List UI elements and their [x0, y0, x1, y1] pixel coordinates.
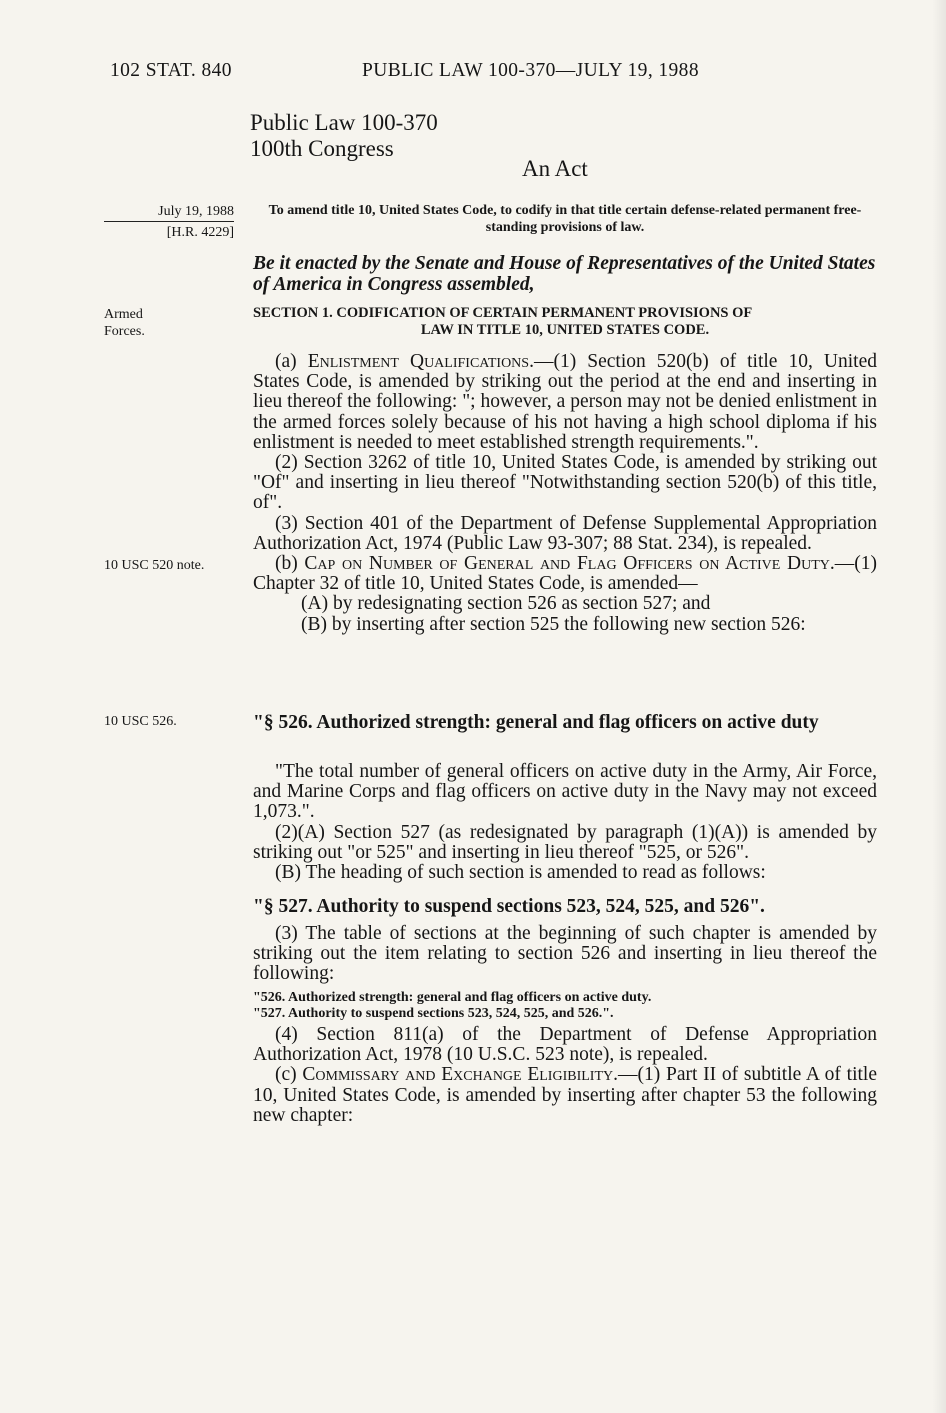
- margin-date: July 19, 1988: [104, 204, 234, 222]
- section-527-heading: "§ 527. Authority to suspend sections 523, 524, 525, and 526".: [253, 896, 765, 917]
- law-number: Public Law 100-370: [250, 110, 438, 135]
- section-526-body: [253, 762, 877, 883]
- section-526-heading: "§ 526. Authorized strength: general and flag officers on active duty: [253, 712, 819, 733]
- subsec-b-para-3: (3) The table of sections at the beginning of such chapter is amended by striking out the item relating to section 526 and inserting in lieu thereof the following:: [253, 923, 877, 985]
- subsec-b-para-2A: (2)(A) Section 527 (as redesignated by paragraph (1)(A)) is amended by striking out "or 525" and inserting in lieu thereof "525, or 526".: [253, 821, 877, 863]
- margin-bill-number: [H.R. 4229]: [166, 225, 234, 240]
- subsec-b-para-A: (A) by redesignating section 526 as section 527; and: [301, 593, 711, 615]
- margin-note-520: 10 USC 520 note.: [104, 558, 205, 573]
- page-edge-shadow: [932, 0, 946, 1413]
- closing-body: [253, 1025, 877, 1126]
- law-title-block: [250, 110, 438, 162]
- subsec-c-para-1: (c) Commissary and Exchange Eligibility.—(1) Part II of subtitle A of title 10, United States Code, is amended by inserting after chapter 53 the following new chapter:: [253, 1064, 877, 1126]
- act-label: An Act: [522, 156, 588, 181]
- section-1-heading: [253, 305, 877, 339]
- subsec-b-heading: Cap on Number of General and Flag Officers on Active Duty.: [304, 553, 835, 575]
- congress: 100th Congress: [250, 136, 394, 161]
- margin-armed-forces: Armed Forces.: [104, 307, 145, 339]
- purpose-statement: To amend title 10, United States Code, to codify in that title certain defense-related permanent free-standing provisions of law.: [268, 203, 862, 235]
- subsec-c-heading: Commissary and Exchange Eligibility.: [302, 1064, 618, 1086]
- table-amend-body: [253, 924, 877, 985]
- subsec-b-para-2B: (B) The heading of such section is amended to read as follows:: [275, 862, 766, 884]
- margin-note-526: 10 USC 526.: [104, 714, 177, 729]
- subsec-a-para-2: (2) Section 3262 of title 10, United States Code, is amended by striking out "Of" and inserting in lieu thereof "Notwithstanding section 520(b) of this title, of".: [253, 452, 877, 514]
- subsec-a-para-3: (3) Section 401 of the Department of Defense Supplemental Appropriation Authorization Act, 1974 (Public Law 93-307; 88 Stat. 234), is repealed.: [253, 512, 877, 554]
- section-526-text: "The total number of general officers on active duty in the Army, Air Force, and Marine Corps and flag officers on active duty in the Navy may not exceed 1,073.".: [253, 761, 877, 823]
- enacting-clause: Be it enacted by the Senate and House of Representatives of the United States of America in Congress assembled,: [253, 253, 876, 295]
- running-title: PUBLIC LAW 100-370—JULY 19, 1988: [362, 60, 699, 81]
- table-item-527: "527. Authority to suspend sections 523, 524, 525, and 526.".: [253, 1006, 614, 1021]
- section-heading-line1: SECTION 1. CODIFICATION OF CERTAIN PERMANENT PROVISIONS OF: [253, 305, 753, 321]
- table-of-sections: [253, 990, 877, 1022]
- page-reference: 102 STAT. 840: [110, 60, 232, 81]
- section-heading-line2: LAW IN TITLE 10, UNITED STATES CODE.: [420, 322, 710, 338]
- subsec-b-para-B: (B) by inserting after section 525 the following new section 526:: [301, 613, 806, 635]
- subsec-b-para-1: (b) Cap on Number of General and Flag Officers on Active Duty.—(1) Chapter 32 of title 10, United States Code, is amended—: [253, 553, 877, 595]
- subsec-a-para-1: (a) Enlistment Qualifications.—(1) Section 520(b) of title 10, United States Code, is amended by striking out the period at the end and inserting in lieu thereof the following: "; however, a person may not be denied enlistment in the armed forces solely because of his not having a high school diploma if his enlistment is needed to meet established strength requirements.".: [253, 351, 877, 453]
- subsec-b-para-4: (4) Section 811(a) of the Department of Defense Appropriation Authorization Act, 1978 (10 U.S.C. 523 note), is repealed.: [253, 1024, 877, 1066]
- table-item-526: "526. Authorized strength: general and flag officers on active duty.: [253, 990, 652, 1005]
- subsec-a-heading: Enlistment Qualifications.: [307, 351, 534, 372]
- section-body: [253, 352, 877, 635]
